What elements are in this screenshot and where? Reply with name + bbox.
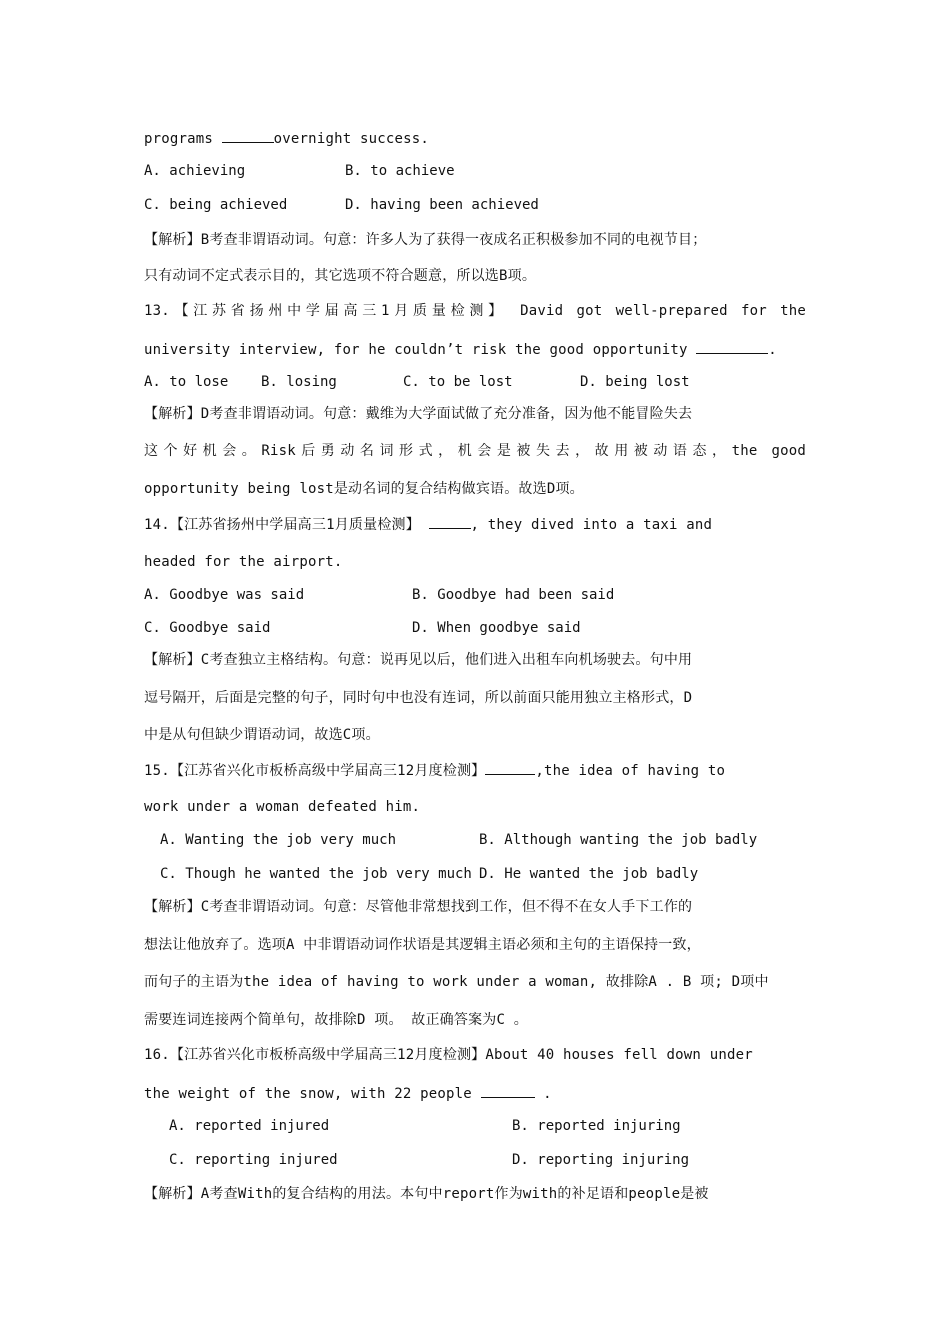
q12-explanation-line: 【解析】B考查非谓语动词。句意：许多人为了获得一夜成名正积极参加不同的电视节目； [144,232,707,248]
q16-option-d: D. reporting injuring [512,1152,690,1168]
q16-option-b: B. reported injuring [512,1118,681,1134]
q14-option-a: A. Goodbye was said [144,587,305,603]
q13-stem-line2: university interview, for he couldn’t risk the good opportunity . [144,339,777,360]
q15-explanation-line: 【解析】C考查非谓语动词。句意：尽管他非常想找到工作，但不得不在女人手下工作的 [144,899,693,915]
q15-stem-line2: work under a woman defeated him. [144,799,421,815]
q16-option-c: C. reporting injured [169,1152,338,1168]
q16-explanation-line: 【解析】A考查With的复合结构的用法。本句中report作为with的补足语和people是被 [144,1186,709,1202]
q12-option-b: B. to achieve [345,163,455,179]
q15-explanation-line: 想法让他放弃了。选项A 中非谓语动词作状语是其逻辑主语必须和主句的主语保持一致， [144,937,701,953]
q14-stem: 14.【江苏省扬州中学届高三1月质量检测】 , they dived into a taxi and [144,514,712,535]
q12-option-d: D. having been achieved [345,197,539,213]
q14-explanation-line: 中是从句但缺少谓语动词，故选C项。 [144,727,380,743]
q12-stem-continuation: programs overnight success. [144,128,429,149]
q13-option-a: A. to lose [144,374,229,390]
q13-explanation-line: 【解析】D考查非谓语动词。句意：戴维为大学面试做了充分准备，因为他不能冒险失去 [144,406,693,422]
q14-option-c: C. Goodbye said [144,620,271,636]
q12-explanation-line: 只有动词不定式表示目的，其它选项不符合题意，所以选B项。 [144,268,537,284]
answer-blank [429,514,471,529]
answer-blank [696,339,768,354]
q15-explanation-line: 需要连词连接两个简单句，故排除D 项。 故正确答案为C 。 [144,1012,528,1028]
q14-option-b: B. Goodbye had been said [412,587,615,603]
q15-option-c: C. Though he wanted the job very much [160,866,472,882]
q15-stem: 15.【江苏省兴化市板桥高级中学届高三12月度检测】 ,the idea of having to [144,760,725,781]
q15-explanation-line: 而句子的主语为the idea of having to work under a woman, 故排除A . B 项; D项中 [144,974,769,990]
q12-option-c: C. being achieved [144,197,288,213]
q13-option-d: D. being lost [580,374,690,390]
q13-option-b: B. losing [261,374,337,390]
q13-stem: 13.【江苏省扬州中学届高三1月质量检测】 David got well-prepared for the [144,303,806,319]
q13-explanation-line: opportunity being lost是动名词的复合结构做宾语。故选D项。 [144,481,584,497]
q14-stem-line2: headed for the airport. [144,554,343,570]
q13-explanation-line: 这个好机会。Risk后勇动名词形式，机会是被失去，故用被动语态，the good [144,443,806,459]
q14-explanation-line: 逗号隔开，后面是完整的句子，同时句中也没有连词，所以前面只能用独立主格形式，D [144,690,693,706]
q15-option-a: A. Wanting the job very much [160,832,397,848]
answer-blank [222,128,274,143]
q14-explanation-line: 【解析】C考查独立主格结构。句意：说再见以后，他们进入出租车向机场驶去。句中用 [144,652,693,668]
q16-option-a: A. reported injured [169,1118,330,1134]
q12-option-a: A. achieving [144,163,246,179]
q13-option-c: C. to be lost [403,374,513,390]
answer-blank [481,1083,535,1098]
q16-stem: 16.【江苏省兴化市板桥高级中学届高三12月度检测】About 40 houses fell down under [144,1047,753,1063]
answer-blank [485,760,535,775]
q16-stem-line2: the weight of the snow, with 22 people . [144,1083,552,1104]
q14-option-d: D. When goodbye said [412,620,581,636]
q15-option-d: D. He wanted the job badly [479,866,699,882]
q15-option-b: B. Although wanting the job badly [479,832,758,848]
